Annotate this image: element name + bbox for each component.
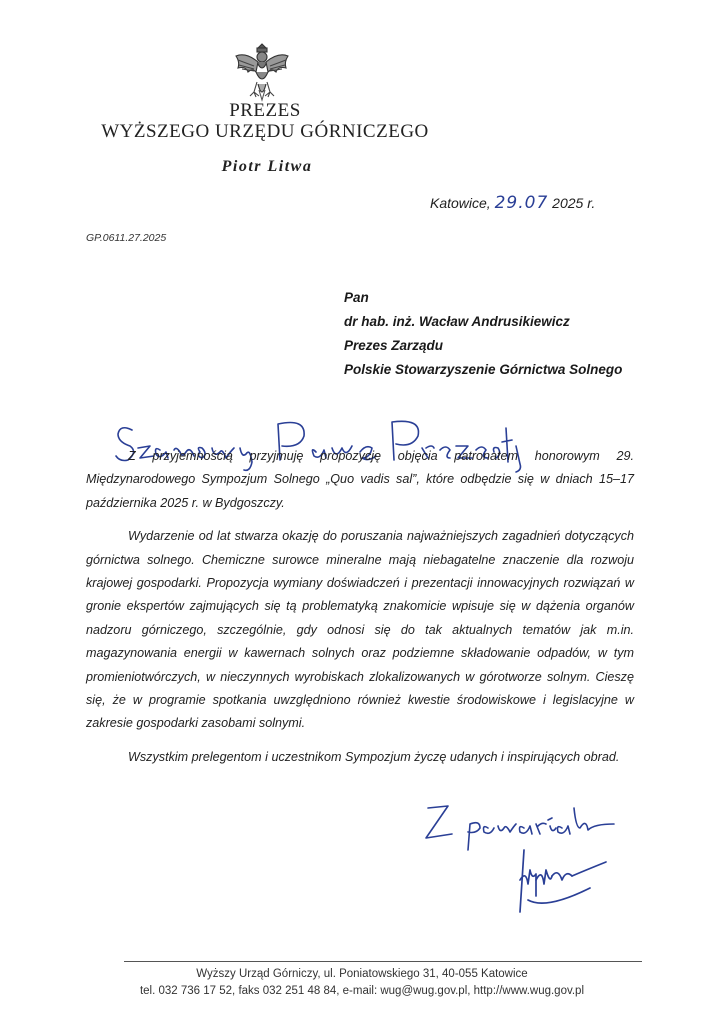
addressee-block [344,286,622,382]
footer-address: Wyższy Urząd Górniczy, ul. Poniatowskiego 31, 40-055 Katowice [196,968,528,980]
body-paragraph-1: Z przyjemnością przyjmuję propozycję objęcia patronatem honorowym 29. Międzynarodowego Sympozjum Solnego „Quo vadis sal”, które odbędzie się w dniach 15–17 października 2025 r. w Bydgoszczy. [86,449,634,510]
letter-body [86,445,634,779]
office-title-wug: WYŻSZEGO URZĘDU GÓRNICZEGO [101,121,429,142]
date-year: 2025 r. [552,195,596,211]
addressee-line3: Prezes Zarządu [344,338,444,353]
handwritten-signature [506,840,616,920]
reference-number: GP.0611.27.2025 [86,232,167,244]
date-handwritten: 29.07 [494,193,549,213]
body-paragraph-3: Wszystkim prelegentom i uczestnikom Sympozjum życzę udanych i inspirujących obrad. [128,749,620,764]
footer-divider [124,961,642,962]
polish-eagle-emblem-icon [232,40,292,104]
date-line [430,193,595,213]
office-title-prezes: PREZES [229,100,301,121]
sender-name: Piotr Litwa [221,158,313,175]
addressee-line4: Polskie Stowarzyszenie Górnictwa Solnego [344,362,623,377]
footer-contact: tel. 032 736 17 52, faks 032 251 48 84, e-mail: wug@wug.gov.pl, http://www.wug.gov.pl [139,985,585,997]
body-paragraph-2: Wydarzenie od lat stwarza okazję do poruszania najważniejszych zagadnień dotyczących górnictwa solnego. Chemiczne surowce mineralne mają niebagatelne znaczenie dla rozwoju krajowej gospodarki. Propozycja wymiany doświadczeń i prezentacji innowacyjnych rozwiązań w gronie ekspertów zajmujących się tą problematyką znakomicie wpisuje się w dążenia organów nadzoru górniczego, szczególnie, gdy odnosi się do tak aktualnych tematów jak m.in. magazynowania energii w kawernach solnych oraz podziemne składowanie odpadów, w tym promieniotwórczych, w nieczynnych wyrobiskach zlokalizowanych w górotworze solnym. Cieszę się, że w programie spotkania uwzględniono również kwestie środowiskowe i legislacyjne w zakresie gospodarki zasobami solnymi. [86,529,634,731]
date-city: Katowice, [430,195,491,211]
addressee-line2: dr hab. inż. Wacław Andrusikiewicz [344,314,570,329]
addressee-line1: Pan [344,290,369,305]
